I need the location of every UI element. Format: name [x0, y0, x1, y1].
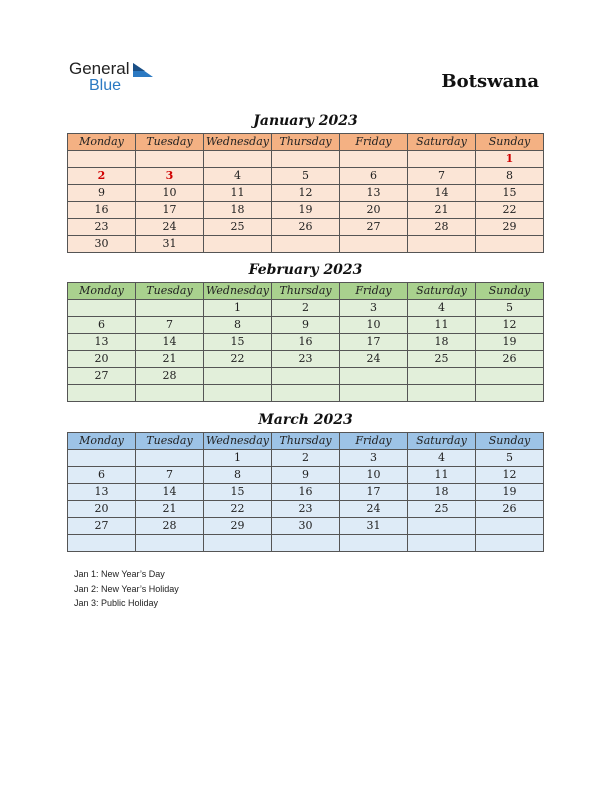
day-cell	[476, 368, 544, 385]
day-cell: 18	[204, 202, 272, 219]
calendar-february	[67, 282, 544, 402]
day-cell: 23	[272, 501, 340, 518]
day-cell: 24	[340, 501, 408, 518]
weekday-header: Sunday	[476, 433, 544, 450]
day-cell: 4	[408, 300, 476, 317]
day-cell: 30	[68, 236, 136, 253]
day-cell	[272, 151, 340, 168]
weekday-header: Wednesday	[204, 134, 272, 151]
weekday-header-row	[68, 433, 544, 450]
day-cell: 2	[68, 168, 136, 185]
day-cell	[136, 385, 204, 402]
day-cell: 14	[408, 185, 476, 202]
day-cell: 14	[136, 484, 204, 501]
day-cell	[408, 385, 476, 402]
day-cell: 5	[272, 168, 340, 185]
day-cell: 19	[272, 202, 340, 219]
day-cell	[476, 518, 544, 535]
day-cell	[204, 385, 272, 402]
weekday-header: Thursday	[272, 433, 340, 450]
day-cell: 10	[136, 185, 204, 202]
day-cell	[68, 535, 136, 552]
day-cell: 24	[136, 219, 204, 236]
week-row	[68, 219, 544, 236]
day-cell	[136, 300, 204, 317]
month-title-march: March 2023	[258, 412, 353, 428]
day-cell: 8	[476, 168, 544, 185]
week-row	[68, 236, 544, 253]
day-cell: 3	[340, 450, 408, 467]
day-cell: 31	[136, 236, 204, 253]
day-cell: 1	[204, 450, 272, 467]
logo-flag-icon	[133, 63, 153, 77]
day-cell: 26	[476, 501, 544, 518]
day-cell	[204, 236, 272, 253]
weekday-header: Friday	[340, 134, 408, 151]
day-cell	[408, 535, 476, 552]
day-cell: 3	[340, 300, 408, 317]
holiday-note: Jan 1: New Year’s Day	[74, 569, 165, 579]
weekday-header-row	[68, 134, 544, 151]
day-cell	[272, 535, 340, 552]
week-row	[68, 300, 544, 317]
week-row	[68, 535, 544, 552]
day-cell: 15	[204, 334, 272, 351]
day-cell	[204, 535, 272, 552]
day-cell	[340, 236, 408, 253]
day-cell: 21	[408, 202, 476, 219]
weekday-header: Tuesday	[136, 134, 204, 151]
weekday-header: Saturday	[408, 283, 476, 300]
day-cell: 13	[340, 185, 408, 202]
day-cell: 15	[476, 185, 544, 202]
day-cell: 2	[272, 450, 340, 467]
day-cell: 7	[136, 317, 204, 334]
holiday-notes	[74, 567, 179, 611]
month-title-january: January 2023	[253, 113, 358, 129]
day-cell: 31	[340, 518, 408, 535]
day-cell: 22	[204, 501, 272, 518]
day-cell: 5	[476, 300, 544, 317]
day-cell: 18	[408, 334, 476, 351]
day-cell	[340, 151, 408, 168]
week-row	[68, 368, 544, 385]
day-cell	[68, 151, 136, 168]
month-title-february: February 2023	[248, 262, 363, 278]
day-cell	[136, 450, 204, 467]
day-cell: 26	[272, 219, 340, 236]
day-cell: 12	[272, 185, 340, 202]
day-cell	[68, 300, 136, 317]
week-row	[68, 450, 544, 467]
day-cell: 27	[68, 368, 136, 385]
weekday-header: Saturday	[408, 134, 476, 151]
day-cell: 20	[340, 202, 408, 219]
weekday-header: Monday	[68, 283, 136, 300]
day-cell: 19	[476, 334, 544, 351]
day-cell: 22	[204, 351, 272, 368]
weekday-header: Friday	[340, 283, 408, 300]
day-cell: 24	[340, 351, 408, 368]
weekday-header: Monday	[68, 134, 136, 151]
week-row	[68, 467, 544, 484]
day-cell: 22	[476, 202, 544, 219]
calendar-january	[67, 133, 544, 253]
day-cell	[408, 368, 476, 385]
day-cell	[68, 450, 136, 467]
day-cell: 9	[272, 317, 340, 334]
day-cell: 17	[136, 202, 204, 219]
weekday-header: Friday	[340, 433, 408, 450]
day-cell: 27	[68, 518, 136, 535]
day-cell: 11	[408, 317, 476, 334]
day-cell: 17	[340, 484, 408, 501]
weekday-header: Tuesday	[136, 433, 204, 450]
day-cell	[408, 151, 476, 168]
day-cell: 29	[204, 518, 272, 535]
week-row	[68, 385, 544, 402]
day-cell: 9	[272, 467, 340, 484]
day-cell: 9	[68, 185, 136, 202]
week-row	[68, 168, 544, 185]
day-cell	[204, 368, 272, 385]
week-row	[68, 501, 544, 518]
weekday-header: Sunday	[476, 283, 544, 300]
day-cell: 23	[68, 219, 136, 236]
day-cell: 23	[272, 351, 340, 368]
holiday-note: Jan 3: Public Holiday	[74, 598, 159, 608]
day-cell: 25	[408, 351, 476, 368]
day-cell: 7	[408, 168, 476, 185]
day-cell: 19	[476, 484, 544, 501]
day-cell	[68, 385, 136, 402]
day-cell	[272, 236, 340, 253]
weekday-header: Tuesday	[136, 283, 204, 300]
weekday-header-row	[68, 283, 544, 300]
day-cell: 30	[272, 518, 340, 535]
day-cell	[340, 368, 408, 385]
week-row	[68, 518, 544, 535]
day-cell: 3	[136, 168, 204, 185]
day-cell: 14	[136, 334, 204, 351]
day-cell: 16	[68, 202, 136, 219]
day-cell: 25	[204, 219, 272, 236]
day-cell: 8	[204, 317, 272, 334]
weekday-header: Monday	[68, 433, 136, 450]
day-cell	[272, 368, 340, 385]
weekday-header: Thursday	[272, 134, 340, 151]
logo-text-blue: Blue	[89, 77, 122, 94]
day-cell	[476, 236, 544, 253]
week-row	[68, 151, 544, 168]
day-cell	[204, 151, 272, 168]
day-cell: 12	[476, 317, 544, 334]
day-cell	[408, 236, 476, 253]
day-cell	[136, 535, 204, 552]
day-cell: 21	[136, 501, 204, 518]
week-row	[68, 484, 544, 501]
day-cell: 13	[68, 484, 136, 501]
logo	[69, 60, 129, 94]
day-cell	[272, 385, 340, 402]
week-row	[68, 185, 544, 202]
day-cell: 27	[340, 219, 408, 236]
day-cell: 4	[408, 450, 476, 467]
day-cell: 11	[408, 467, 476, 484]
day-cell: 28	[408, 219, 476, 236]
day-cell: 17	[340, 334, 408, 351]
day-cell: 10	[340, 317, 408, 334]
day-cell: 7	[136, 467, 204, 484]
day-cell: 1	[204, 300, 272, 317]
weekday-header: Wednesday	[204, 433, 272, 450]
day-cell	[340, 535, 408, 552]
day-cell: 6	[68, 317, 136, 334]
week-row	[68, 351, 544, 368]
day-cell: 6	[340, 168, 408, 185]
day-cell: 15	[204, 484, 272, 501]
day-cell: 28	[136, 518, 204, 535]
weekday-header: Saturday	[408, 433, 476, 450]
day-cell: 21	[136, 351, 204, 368]
day-cell: 28	[136, 368, 204, 385]
logo-text-general: General	[69, 59, 130, 78]
weekday-header: Thursday	[272, 283, 340, 300]
day-cell	[340, 385, 408, 402]
day-cell	[408, 518, 476, 535]
week-row	[68, 202, 544, 219]
day-cell: 20	[68, 351, 136, 368]
day-cell: 10	[340, 467, 408, 484]
day-cell: 2	[272, 300, 340, 317]
weekday-header: Sunday	[476, 134, 544, 151]
day-cell	[476, 535, 544, 552]
day-cell: 16	[272, 334, 340, 351]
day-cell: 8	[204, 467, 272, 484]
holiday-note: Jan 2: New Year’s Holiday	[74, 583, 179, 594]
country-title: Botswana	[441, 71, 539, 92]
week-row	[68, 334, 544, 351]
day-cell: 5	[476, 450, 544, 467]
day-cell: 4	[204, 168, 272, 185]
day-cell: 6	[68, 467, 136, 484]
day-cell: 25	[408, 501, 476, 518]
day-cell	[136, 151, 204, 168]
day-cell: 1	[476, 151, 544, 168]
weekday-header: Wednesday	[204, 283, 272, 300]
day-cell: 12	[476, 467, 544, 484]
day-cell: 26	[476, 351, 544, 368]
day-cell: 20	[68, 501, 136, 518]
day-cell: 11	[204, 185, 272, 202]
week-row	[68, 317, 544, 334]
day-cell	[476, 385, 544, 402]
day-cell: 18	[408, 484, 476, 501]
day-cell: 29	[476, 219, 544, 236]
day-cell: 13	[68, 334, 136, 351]
calendar-march	[67, 432, 544, 552]
day-cell: 16	[272, 484, 340, 501]
